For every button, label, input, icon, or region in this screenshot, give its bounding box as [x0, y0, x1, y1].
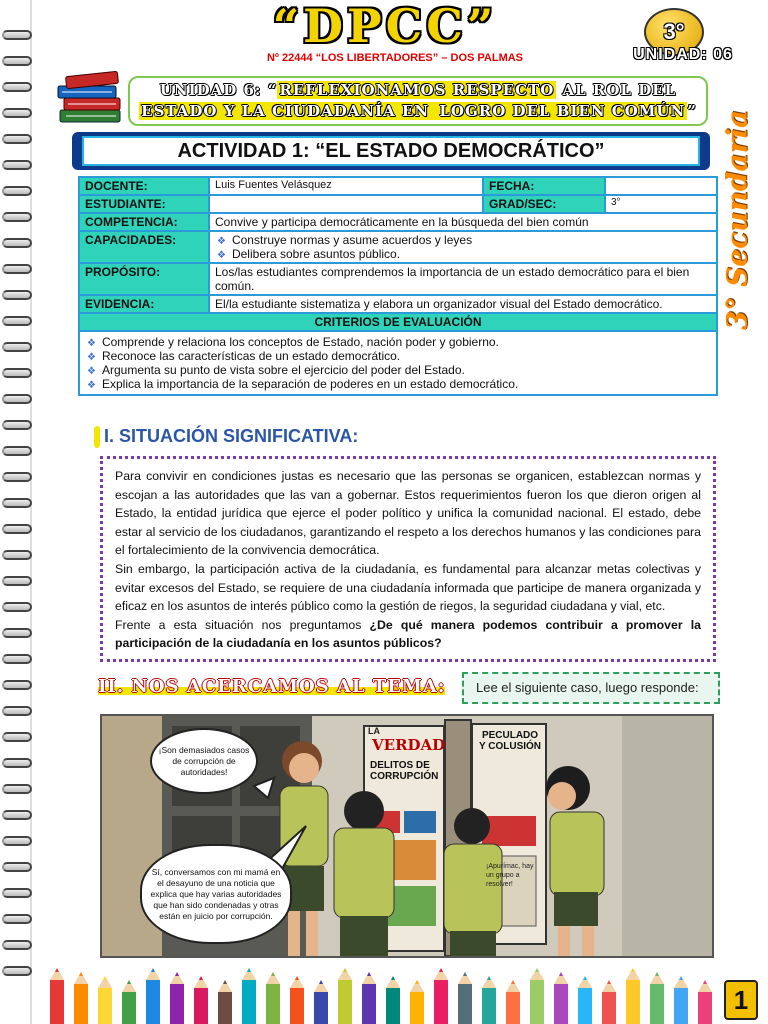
spiral-ring	[2, 186, 32, 196]
spiral-ring	[2, 576, 32, 586]
evidencia-label: EVIDENCIA:	[79, 295, 209, 313]
unidad-badge: UNIDAD: 06	[633, 46, 733, 63]
pencil-icon	[362, 972, 376, 1024]
situation-paragraph: Para convivir en condiciones justas es necesario que las personas se organicen, establezcan normas y escojan a las autoridades que las van a gobernar. Estos requerimientos fueron los que dieron origen al Estado, la entidad jurídica que ejerce el poder político y unifica la comunidad nacional. El estado, debe estar al servicio de los ciudadanos, garantizando el respeto a los derechos humanos y las condiciones para el fortalecimiento de la convivencia democrática.	[115, 469, 701, 558]
pencil-icon	[74, 972, 88, 1024]
capacidades-value	[209, 231, 717, 263]
capacidad-item: ❖ Construye normas y asume acuerdos y leyes	[233, 233, 711, 247]
colored-pencils-decoration	[40, 962, 730, 1024]
spiral-ring	[2, 290, 32, 300]
pencil-icon	[194, 976, 208, 1024]
spiral-ring	[2, 628, 32, 638]
docente-label: DOCENTE:	[79, 177, 209, 195]
situation-paragraph: Sin embargo, la participación activa de la ciudadanía, es fundamental para alcanzar metas colectivas y evitar excesos del Estado, se requiere de una ciudadanía informada que participe de manera organizada y eficaz en los asuntos de interés público como la gestión de riegos, la seguridad ciudadana y vial, etc.	[115, 561, 701, 614]
pencil-icon	[482, 976, 496, 1024]
pencil-icon	[650, 972, 664, 1024]
fecha-value	[605, 177, 717, 195]
pencil-icon	[98, 976, 112, 1024]
spiral-ring	[2, 56, 32, 66]
spiral-ring	[2, 680, 32, 690]
docente-value: Luis Fuentes Velásquez	[209, 177, 483, 195]
pencil-icon	[242, 968, 256, 1024]
poster-la: LA	[368, 726, 380, 736]
school-name: Nº 22444 “LOS LIBERTADORES” – DOS PALMAS	[266, 52, 524, 64]
spiral-ring	[2, 758, 32, 768]
criterio-item: ❖ Explica la importancia de la separación de poderes en un estado democrático.	[101, 377, 711, 391]
spiral-ring	[2, 30, 32, 40]
spiral-ring	[2, 732, 32, 742]
pencil-icon	[218, 980, 232, 1024]
proposito-label: PROPÓSITO:	[79, 263, 209, 295]
spiral-ring	[2, 914, 32, 924]
activity-title: ACTIVIDAD 1: “EL ESTADO DEMOCRÁTICO”	[82, 136, 700, 166]
criterio-item: ❖ Argumenta su punto de vista sobre el ejercicio del poder del Estado.	[101, 363, 711, 377]
spiral-binding	[0, 30, 34, 990]
competencia-label: COMPETENCIA:	[79, 213, 209, 231]
pencil-icon	[602, 980, 616, 1024]
spiral-ring	[2, 498, 32, 508]
unit-title-line1: UNIDAD 6: “ REFLEXIONAMOS RESPECTO AL ROL DEL	[159, 81, 677, 99]
spiral-ring	[2, 472, 32, 482]
estudiante-label: ESTUDIANTE:	[79, 195, 209, 213]
pencil-icon	[290, 976, 304, 1024]
spiral-ring	[2, 264, 32, 274]
criterio-item: ❖ Reconoce las características de un estado democrático.	[101, 349, 711, 363]
spiral-ring	[2, 316, 32, 326]
criterios-header: CRITERIOS DE EVALUACIÓN	[79, 313, 717, 331]
info-table	[78, 176, 718, 396]
spiral-ring	[2, 342, 32, 352]
fecha-label: FECHA:	[483, 177, 605, 195]
spiral-ring	[2, 82, 32, 92]
spiral-ring	[2, 836, 32, 846]
criterios-list	[79, 331, 717, 395]
speech-bubble-left: ¡Son demasiados casos de corrupción de autoridades!	[150, 728, 258, 794]
side-label: 3° Secundaria	[720, 109, 754, 331]
pencil-icon	[410, 980, 424, 1024]
spiral-ring	[2, 134, 32, 144]
page-number: 1	[724, 980, 758, 1020]
pencil-icon	[626, 968, 640, 1024]
gradsec-label: GRAD/SEC:	[483, 195, 605, 213]
pencil-icon	[674, 976, 688, 1024]
spiral-ring	[2, 420, 32, 430]
situation-text-box	[100, 456, 716, 662]
spiral-ring	[2, 524, 32, 534]
situation-question: Frente a esta situación nos preguntamos ¿De qué manera podemos contribuir a promover la participación de la ciudadanía en los asuntos públicos?	[115, 617, 701, 651]
spiral-ring	[2, 966, 32, 976]
unit-title-line2: ESTADO Y LA CIUDADANÍA EN LOGRO DEL BIEN COMÚN ”	[141, 102, 697, 120]
spiral-ring	[2, 212, 32, 222]
pencil-icon	[122, 980, 136, 1024]
capacidad-item: ❖ Delibera sobre asuntos público.	[233, 247, 711, 261]
books-icon	[56, 70, 126, 126]
pencil-icon	[170, 972, 184, 1024]
spiral-ring	[2, 706, 32, 716]
proposito-value: Los/las estudiantes comprendemos la importancia de un estado democrático para el bien común.	[209, 263, 717, 295]
logo-title: “DPCC”	[272, 0, 498, 53]
comic-illustration	[100, 714, 714, 958]
pencil-icon	[554, 972, 568, 1024]
pencil-icon	[698, 980, 712, 1024]
pencil-icon	[506, 980, 520, 1024]
pencil-icon	[386, 976, 400, 1024]
spiral-ring	[2, 810, 32, 820]
pencil-icon	[314, 980, 328, 1024]
spiral-ring	[2, 238, 32, 248]
spiral-ring	[2, 394, 32, 404]
spiral-ring	[2, 108, 32, 118]
spiral-ring	[2, 862, 32, 872]
spiral-ring	[2, 654, 32, 664]
grade-badge: 3°	[644, 8, 704, 56]
spiral-ring	[2, 160, 32, 170]
poster-apurimac: ¡Apurímac, hay un grupo a resolver!	[486, 863, 534, 888]
spiral-ring	[2, 602, 32, 612]
pencil-icon	[146, 968, 160, 1024]
pencil-icon	[578, 976, 592, 1024]
criterio-item: ❖ Comprende y relaciona los conceptos de Estado, nación poder y gobierno.	[101, 335, 711, 349]
pencil-icon	[530, 968, 544, 1024]
instruction-box: Lee el siguiente caso, luego responde:	[462, 672, 720, 704]
pencil-icon	[434, 968, 448, 1024]
spiral-ring	[2, 784, 32, 794]
pencil-icon	[458, 972, 472, 1024]
poster-verdad-title: VERDAD	[372, 736, 446, 754]
pencil-icon	[50, 968, 64, 1024]
pencil-icon	[338, 968, 352, 1024]
gradsec-value: 3°	[605, 195, 717, 213]
spiral-ring	[2, 940, 32, 950]
section1-heading: I. SITUACIÓN SIGNIFICATIVA:	[104, 426, 358, 447]
unit-title-box	[128, 76, 708, 126]
estudiante-value	[209, 195, 483, 213]
speech-bubble-bottom: Sí, conversamos con mi mamá en el desayuno de una noticia que explica que hay varias autoridades que han sido condenadas y otras están en juicio por corrupción.	[140, 844, 292, 944]
poster-peculado-headline: PECULADO Y COLUSIÓN	[478, 730, 542, 752]
capacidades-label: CAPACIDADES:	[79, 231, 209, 263]
spiral-ring	[2, 888, 32, 898]
competencia-value: Convive y participa democráticamente en la búsqueda del bien común	[209, 213, 717, 231]
spiral-ring	[2, 446, 32, 456]
pencil-icon	[266, 972, 280, 1024]
spiral-ring	[2, 368, 32, 378]
poster-delitos-headline: DELITOS DE CORRUPCIÓN	[370, 760, 439, 782]
evidencia-value: El/la estudiante sistematiza y elabora un organizador visual del Estado democrático.	[209, 295, 717, 313]
section2-heading: II. NOS ACERCAMOS AL TEMA:	[98, 676, 446, 697]
spiral-ring	[2, 550, 32, 560]
